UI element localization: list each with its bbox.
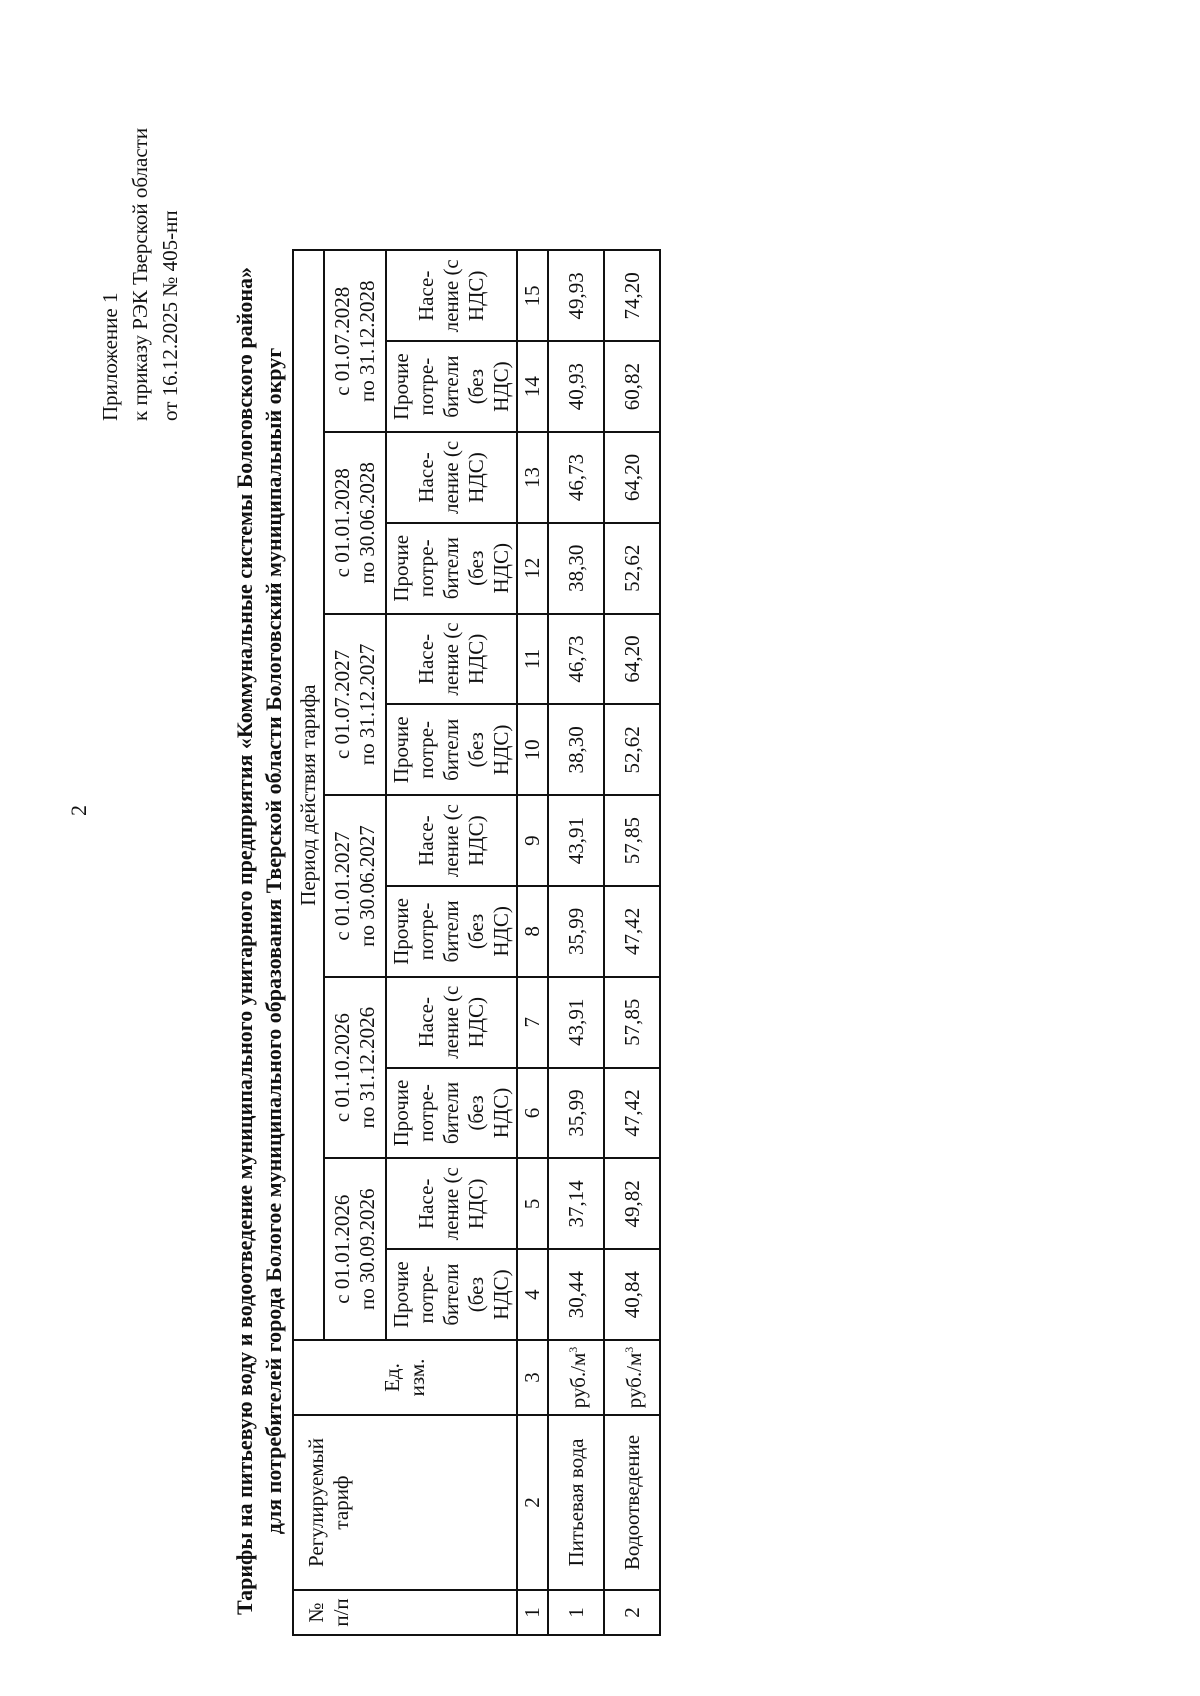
table-row [604,250,660,1635]
column-number: 15 [517,250,548,341]
row-num: 2 [604,1590,660,1635]
column-numbers-row [517,250,548,1635]
row-num: 1 [548,1590,604,1635]
column-number: 10 [517,704,548,795]
row-unit: $руб./м^3$ [604,1340,660,1415]
tariff-value: 46,73 [548,614,604,705]
title-line: Тарифы на питьевую воду и водоотведение муниципального унитарного предприятия «Коммунальные системы Бологовского района» [232,266,257,1616]
period-cell: с 01.07.2028 по 31.12.2028 [324,250,386,432]
tariff-value: 64,20 [604,432,660,523]
column-number: 9 [517,795,548,886]
row-unit: $руб./м^3$ [548,1340,604,1415]
header-others: Прочие потре-бители (без НДС) [386,523,517,614]
header-others: Прочие потре-бители (без НДС) [386,1249,517,1340]
tariff-value: 30,44 [548,1249,604,1340]
tariff-value: 74,20 [604,250,660,341]
tariff-value: 47,42 [604,1068,660,1159]
column-number: 8 [517,886,548,977]
tariff-value: 43,91 [548,795,604,886]
appendix-reference [95,128,185,421]
header-population: Насе-ление (с НДС) [386,432,517,523]
header-tariff: Регулируемый тариф [293,1415,517,1590]
appendix-line: к приказу РЭК Тверской области [128,127,152,421]
tariff-value: 60,82 [604,341,660,432]
column-number: 7 [517,977,548,1068]
tariff-value: 57,85 [604,977,660,1068]
header-unit: Ед. изм. [293,1340,517,1415]
column-number: 6 [517,1068,548,1159]
header-population: Насе-ление (с НДС) [386,795,517,886]
column-number: 3 [517,1340,548,1415]
tariff-value: 35,99 [548,1068,604,1159]
tariff-value: 49,82 [604,1158,660,1249]
header-population: Насе-ление (с НДС) [386,977,517,1068]
tariff-value: 40,93 [548,341,604,432]
title-line: для потребителей города Бологое муниципального образования Тверской области Бологовский муниципальный округ [261,347,286,1535]
tariff-value: 52,62 [604,523,660,614]
header-period: Период действия тарифа [293,250,324,1340]
header-row-period [293,250,324,1635]
column-number: 14 [517,341,548,432]
header-others: Прочие потре-бители (без НДС) [386,1068,517,1159]
appendix-line: Приложение 1 [98,292,122,421]
header-population: Насе-ление (с НДС) [386,1158,517,1249]
header-others: Прочие потре-бители (без НДС) [386,886,517,977]
tariff-value: 38,30 [548,523,604,614]
header-population: Насе-ление (с НДС) [386,614,517,705]
period-cell: с 01.07.2027 по 31.12.2027 [324,614,386,796]
period-cell: с 01.10.2026 по 31.12.2026 [324,977,386,1159]
tariff-value: 49,93 [548,250,604,341]
table-row [548,250,604,1635]
column-number: 13 [517,432,548,523]
period-cell: с 01.01.2027 по 30.06.2027 [324,795,386,977]
page-number: 2 [66,805,91,816]
column-number: 1 [517,1590,548,1635]
tariff-value: 57,85 [604,795,660,886]
tariff-value: 43,91 [548,977,604,1068]
tariff-table [292,249,661,1636]
row-tariff-name: Водоотведение [604,1415,660,1590]
column-number: 2 [517,1415,548,1590]
appendix-line: от 16.12.2025 № 405-нп [158,210,182,421]
header-others: Прочие потре-бители (без НДС) [386,704,517,795]
header-num: № п/п [293,1590,517,1635]
tariff-value: 37,14 [548,1158,604,1249]
tariff-value: 46,73 [548,432,604,523]
column-number: 12 [517,523,548,614]
column-number: 11 [517,614,548,705]
tariff-value: 40,84 [604,1249,660,1340]
tariff-value: 38,30 [548,704,604,795]
row-tariff-name: Питьевая вода [548,1415,604,1590]
document-title [230,256,288,1626]
tariff-value: 47,42 [604,886,660,977]
column-number: 4 [517,1249,548,1340]
tariff-value: 35,99 [548,886,604,977]
header-population: Насе-ление (с НДС) [386,250,517,341]
tariff-value: 52,62 [604,704,660,795]
header-others: Прочие потре-бители (без НДС) [386,341,517,432]
period-cell: с 01.01.2026 по 30.09.2026 [324,1158,386,1340]
period-cell: с 01.01.2028 по 30.06.2028 [324,432,386,614]
column-number: 5 [517,1158,548,1249]
tariff-value: 64,20 [604,614,660,705]
